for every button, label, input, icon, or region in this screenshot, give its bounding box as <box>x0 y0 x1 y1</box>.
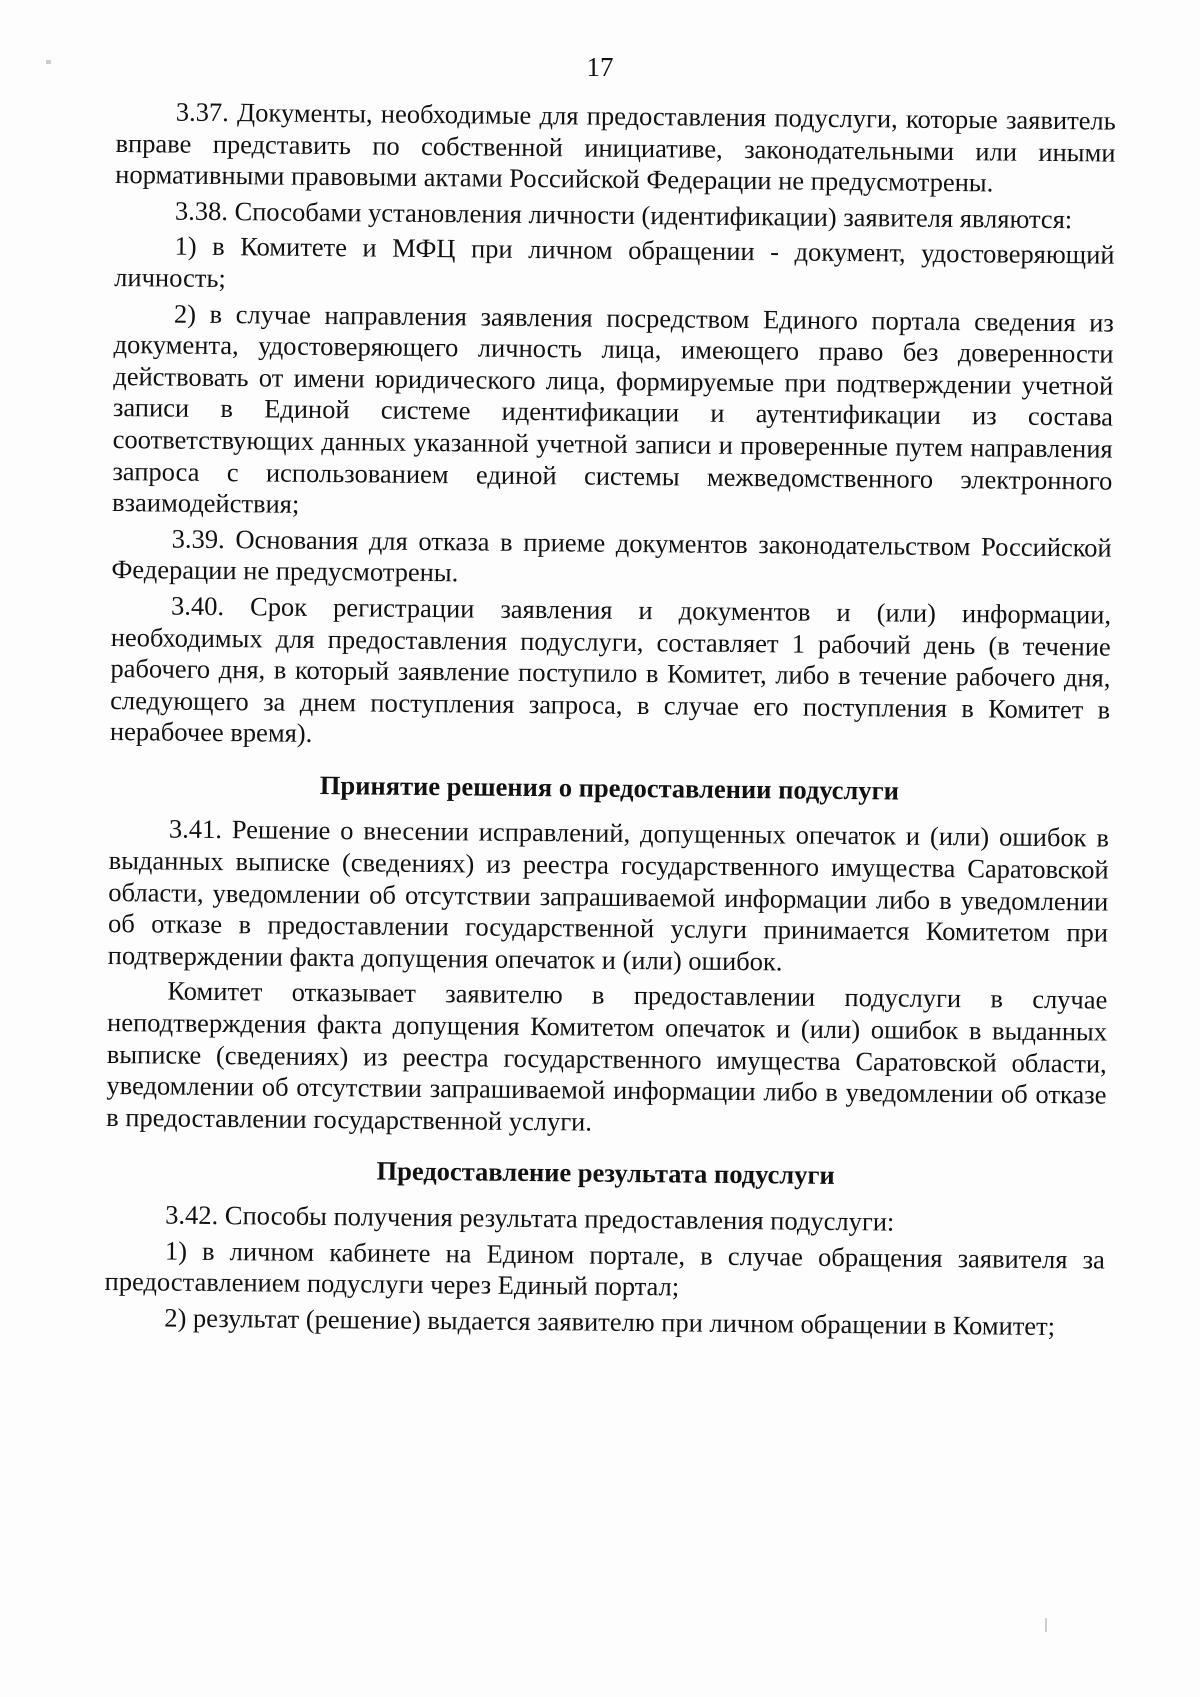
paragraph-3-39: 3.39. Основания для отказа в приеме документов законодательством Российской Федерации не предусмотрены. <box>111 523 1112 588</box>
section-heading-decision: Принятие решения о предоставлении подуслуги <box>319 769 900 806</box>
list-item-3-42-2: 2) результат (решение) выдается заявителю при личном обращении в Комитет; <box>164 1302 1056 1341</box>
section-heading-result: Предоставление результата подуслуги <box>376 1155 835 1191</box>
paragraph-3-42: 3.42. Способы получения результата предоставления подуслуги: <box>165 1199 895 1237</box>
document-body <box>104 96 1116 1347</box>
paragraph-refusal: Комитет отказывает заявителю в предоставлении подуслуги в случае неподтверждения факта допущения Комитетом опечаток и (или) ошибок в выданных выписке (сведениях) из реестра государственного имущества Саратовской области, уведомлении об отсутствии запрашиваемой информации либо в уведомлении об отказе в предоставлении государственной услуги. <box>106 975 1108 1137</box>
paragraph-3-38: 3.38. Способами установления личности (идентификации) заявителя являются: <box>174 195 1073 234</box>
paragraph-3-40: 3.40. Срок регистрации заявления и документов и (или) информации, необходимых для предоставления подуслуги, составляет 1 рабочий день (в течение рабочего дня, в который заявление поступило в Комитет, либо в течение рабочего дня, следующего за днем поступления запроса, в случае его поступления в Комитет в нерабочее время). <box>109 590 1112 749</box>
list-item-3-38-2: 2) в случае направления заявления посредством Единого портала сведения из документа, удостоверяющего личность лица, имеющего право без доверенности действовать от имени юридического лица, формируемые при подтверждении учетной записи в Единой системе идентификации и аутентификации из состава соответствующих данных указанной учетной записи и проверенные путем направления запроса с использованием единой системы межведомственного электронного взаимодействия; <box>111 298 1115 519</box>
list-item-3-38-1: 1) в Комитете и МФЦ при личном обращении - документ, удостоверяющий личность; <box>114 230 1115 294</box>
list-item-3-42-1: 1) в личном кабинете на Едином портале, в случае обращения заявителя за предоставлением подуслуги через Единый портал; <box>104 1235 1106 1302</box>
page-number: 17 <box>586 52 614 82</box>
scan-speck <box>1045 1618 1047 1632</box>
paragraph-3-37: 3.37. Документы, необходимые для предоставления подуслуги, которые заявитель вправе представить по собственной инициативе, законодательными или иными нормативными правовыми актами Российской Федерации не предусмотрены. <box>115 96 1116 198</box>
paragraph-3-41: 3.41. Решение о внесении исправлений, допущенных опечаток и (или) ошибок в выданных выписке (сведениях) из реестра государственного имущества Саратовской области, уведомлении об отсутствии запрашиваемой информации либо в уведомлении об отказе в предоставлении государственной услуги принимается Комитетом при подтверждении факта допущения опечаток и (или) ошибок. <box>107 814 1110 977</box>
